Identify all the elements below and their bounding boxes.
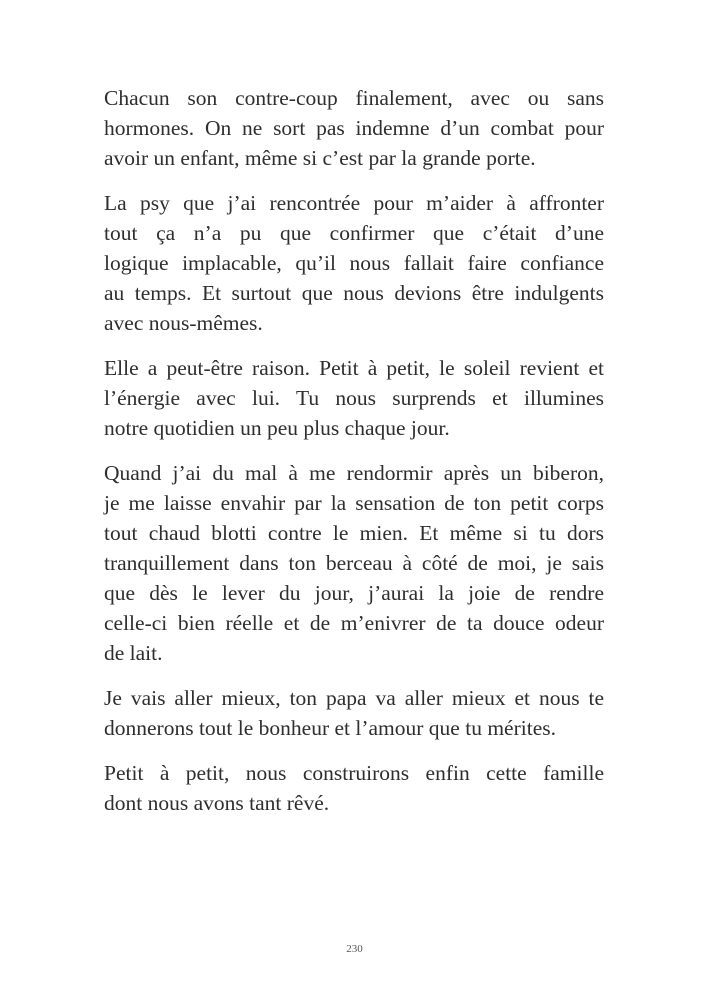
text-line: de lait.	[104, 641, 163, 665]
paragraph	[104, 353, 604, 443]
text-line: tout chaud blotti contre le mien. Et même si tu dors	[104, 521, 604, 545]
text-line: tout ça n’a pu que confirmer que c’était d’une	[104, 221, 604, 245]
paragraph	[104, 188, 604, 338]
text-line: je me laisse envahir par la sensation de ton petit corps	[104, 491, 604, 515]
text-line: celle-ci bien réelle et de m’enivrer de ta douce odeur	[104, 611, 604, 635]
text-line: notre quotidien un peu plus chaque jour.	[104, 416, 450, 440]
page-body	[104, 83, 604, 833]
text-line: Je vais aller mieux, ton papa va aller mieux et nous te	[104, 686, 604, 710]
text-line: tranquillement dans ton berceau à côté de moi, je sais	[104, 551, 604, 575]
page-number: 230	[346, 943, 363, 955]
text-line: avec nous-mêmes.	[104, 311, 263, 335]
text-line: Quand j’ai du mal à me rendormir après un biberon,	[104, 461, 604, 485]
paragraph	[104, 758, 604, 818]
text-line: dont nous avons tant rêvé.	[104, 791, 330, 815]
text-line: avoir un enfant, même si c’est par la grande porte.	[104, 146, 536, 170]
text-line: au temps. Et surtout que nous devions être indulgents	[104, 281, 604, 305]
paragraph	[104, 83, 604, 173]
text-line: donnerons tout le bonheur et l’amour que tu mérites.	[104, 716, 556, 740]
text-line: Elle a peut-être raison. Petit à petit, le soleil revient et	[104, 356, 604, 380]
text-line: que dès le lever du jour, j’aurai la joie de rendre	[104, 581, 604, 605]
text-line: La psy que j’ai rencontrée pour m’aider à affronter	[104, 191, 604, 215]
text-line: Petit à petit, nous construirons enfin cette famille	[104, 761, 604, 785]
text-line: l’énergie avec lui. Tu nous surprends et illumines	[104, 386, 604, 410]
text-line: logique implacable, qu’il nous fallait faire confiance	[104, 251, 604, 275]
text-line: Chacun son contre-coup finalement, avec ou sans	[104, 86, 604, 110]
paragraph	[104, 458, 604, 668]
paragraph	[104, 683, 604, 743]
text-line: hormones. On ne sort pas indemne d’un combat pour	[104, 116, 604, 140]
